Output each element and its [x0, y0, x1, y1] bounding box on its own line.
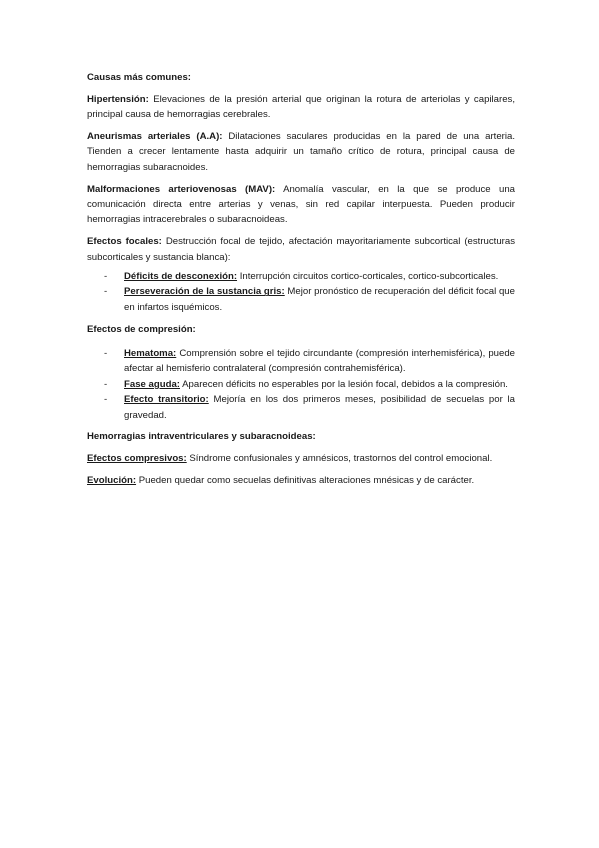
text-evolucion: Pueden quedar como secuelas definitivas alteraciones mnésicas y de carácter.: [136, 475, 475, 487]
list-item-fase-aguda: [87, 377, 515, 392]
term-efecto-transitorio: Efecto transitorio:: [124, 394, 209, 406]
dash-marker: -: [104, 348, 108, 360]
paragraph-hipertension: [87, 92, 515, 123]
paragraph-evolucion: [87, 473, 515, 488]
paragraph-efectos-focales: [87, 234, 515, 265]
term-deficits: Déficits de desconexión:: [124, 271, 238, 283]
term-malformaciones: Malformaciones arteriovenosas (MAV):: [87, 183, 276, 195]
list-item-efecto-transitorio: [87, 392, 515, 423]
dash-marker: -: [104, 394, 108, 406]
term-efectos-compresivos: Efectos compresivos:: [87, 453, 187, 465]
heading-hemorragias: [87, 429, 515, 444]
list-item-deficits: [87, 269, 515, 284]
document-page: [87, 70, 515, 495]
term-evolucion: Evolución:: [87, 475, 137, 487]
heading-efectos-compresion-text: Efectos de compresión:: [87, 323, 196, 335]
text-perseveracion: Mejor pronóstico de recuperación del déficit focal que en infartos isquémicos.: [124, 286, 515, 313]
text-efectos-focales: Destrucción focal de tejido, afectación mayoritariamente subcortical (estructuras subcorticales y sustancia blanca):: [87, 236, 515, 263]
term-efectos-focales: Efectos focales:: [87, 236, 162, 248]
term-fase-aguda: Fase aguda:: [124, 378, 180, 390]
heading-efectos-compresion: [87, 322, 515, 337]
text-aneurismas: Dilataciones saculares producidas en la pared de una arteria. Tienden a crecer lentamente hasta adquirir un tamaño crítico de rotura, principal causa de hemorragias subaracnoides.: [87, 131, 515, 173]
paragraph-efectos-compresivos: [87, 451, 515, 466]
heading-causes: [87, 70, 515, 85]
list-efectos-compresion: [87, 346, 515, 423]
dash-marker: -: [104, 271, 108, 283]
list-efectos-focales: [87, 269, 515, 315]
text-fase-aguda: Aparecen déficits no esperables por la lesión focal, debidos a la compresión.: [179, 378, 508, 390]
term-hematoma: Hematoma:: [124, 348, 177, 360]
paragraph-malformaciones: [87, 182, 515, 228]
text-malformaciones: Anomalía vascular, en la que se produce una comunicación directa entre arterias y venas, sin red capilar interpuesta. Pueden producir hemorragias intracerebrales o subaracnoideas.: [87, 183, 515, 226]
text-hematoma: Comprensión sobre el tejido circundante (compresión interhemisférica), puede afectar al hemisferio contralateral (compresión contrahemisférica).: [124, 348, 515, 375]
dash-marker: -: [104, 286, 108, 298]
text-hipertension: Elevaciones de la presión arterial que originan la rotura de arteriolas y capilares, principal causa de hemorragias cerebrales.: [87, 93, 515, 121]
heading-causes-text: Causas más comunes:: [87, 72, 191, 83]
text-deficits: Interrupción circuitos cortico-corticales, cortico-subcorticales.: [237, 271, 499, 283]
dash-marker: -: [104, 378, 108, 390]
term-hipertension: Hipertensión:: [87, 93, 149, 105]
heading-hemorragias-text: Hemorragias intraventriculares y subaracnoideas:: [87, 431, 316, 443]
text-efecto-transitorio: Mejoría en los dos primeros meses, posibilidad de secuelas por la gravedad.: [124, 394, 516, 421]
paragraph-aneurismas: [87, 129, 515, 175]
term-perseveracion: Perseveración de la sustancia gris:: [124, 286, 285, 298]
term-aneurismas: Aneurismas arteriales (A.A):: [87, 131, 223, 142]
list-item-hematoma: [87, 346, 515, 377]
list-item-perseveracion: [87, 284, 515, 315]
text-efectos-compresivos: Síndrome confusionales y amnésicos, trastornos del control emocional.: [186, 453, 493, 465]
